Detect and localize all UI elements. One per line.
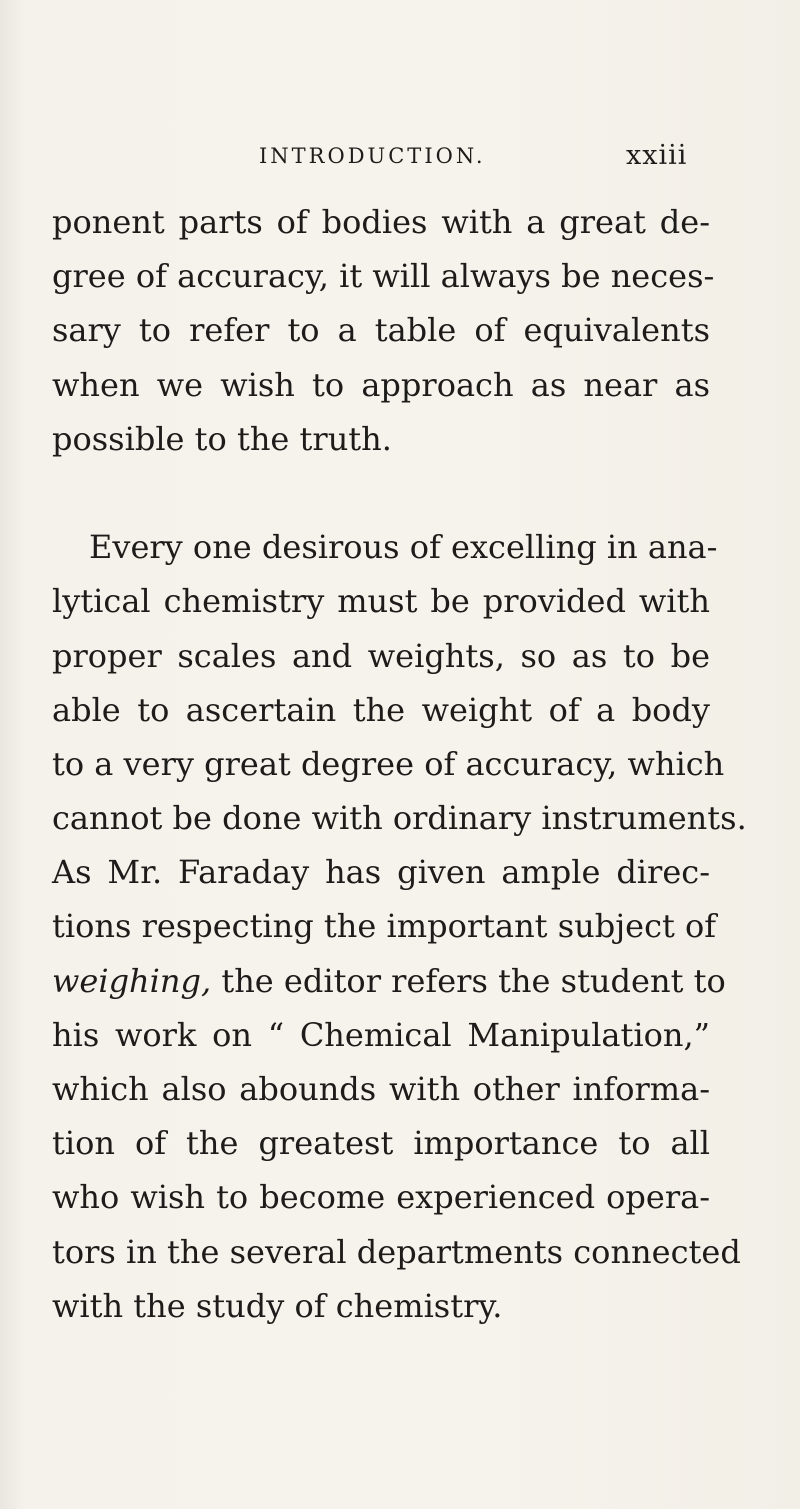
italic-word: weighing, xyxy=(52,961,212,1000)
text-line: tors in the several departments connected xyxy=(52,1232,741,1271)
text-line: his work on “ Chemical Manipulation,” xyxy=(52,1015,710,1054)
text-line: sary to refer to a table of equivalents xyxy=(52,311,710,350)
paragraph-2 xyxy=(52,520,747,1333)
text-line: tion of the greatest importance to all xyxy=(52,1124,710,1163)
text-line: possible to the truth. xyxy=(52,419,392,458)
text-line: proper scales and weights, so as to be xyxy=(52,636,710,675)
body-text xyxy=(52,195,747,1333)
text-line: lytical chemistry must be provided with xyxy=(52,582,710,621)
text-line: when we wish to approach as near as xyxy=(52,365,710,404)
text-line: which also abounds with other informa- xyxy=(52,1070,710,1108)
text-line: tions respecting the important subject of xyxy=(52,907,717,946)
text-line: to a very great degree of accuracy, which xyxy=(52,744,725,783)
text-run: the editor refers the student to xyxy=(211,961,726,1000)
text-line: who wish to become experienced opera- xyxy=(52,1178,710,1217)
page-number: xxiii xyxy=(626,140,688,171)
text-line: gree of accuracy, it will always be neces- xyxy=(52,257,715,296)
text-line: As Mr. Faraday has given ample direc- xyxy=(52,853,710,892)
text-line-mixed xyxy=(52,954,726,1008)
running-title: INTRODUCTION. xyxy=(259,144,486,168)
text-line: with the study of chemistry. xyxy=(52,1286,503,1325)
paragraph-1 xyxy=(52,195,715,466)
text-line: able to ascertain the weight of a body xyxy=(52,690,710,729)
paragraph-spacer xyxy=(52,466,710,520)
text-line: Every one desirous of excelling in ana- xyxy=(89,528,718,567)
text-line: cannot be done with ordinary instruments. xyxy=(52,799,747,838)
text-line: ponent parts of bodies with a great de- xyxy=(52,203,710,241)
running-head xyxy=(0,140,800,176)
